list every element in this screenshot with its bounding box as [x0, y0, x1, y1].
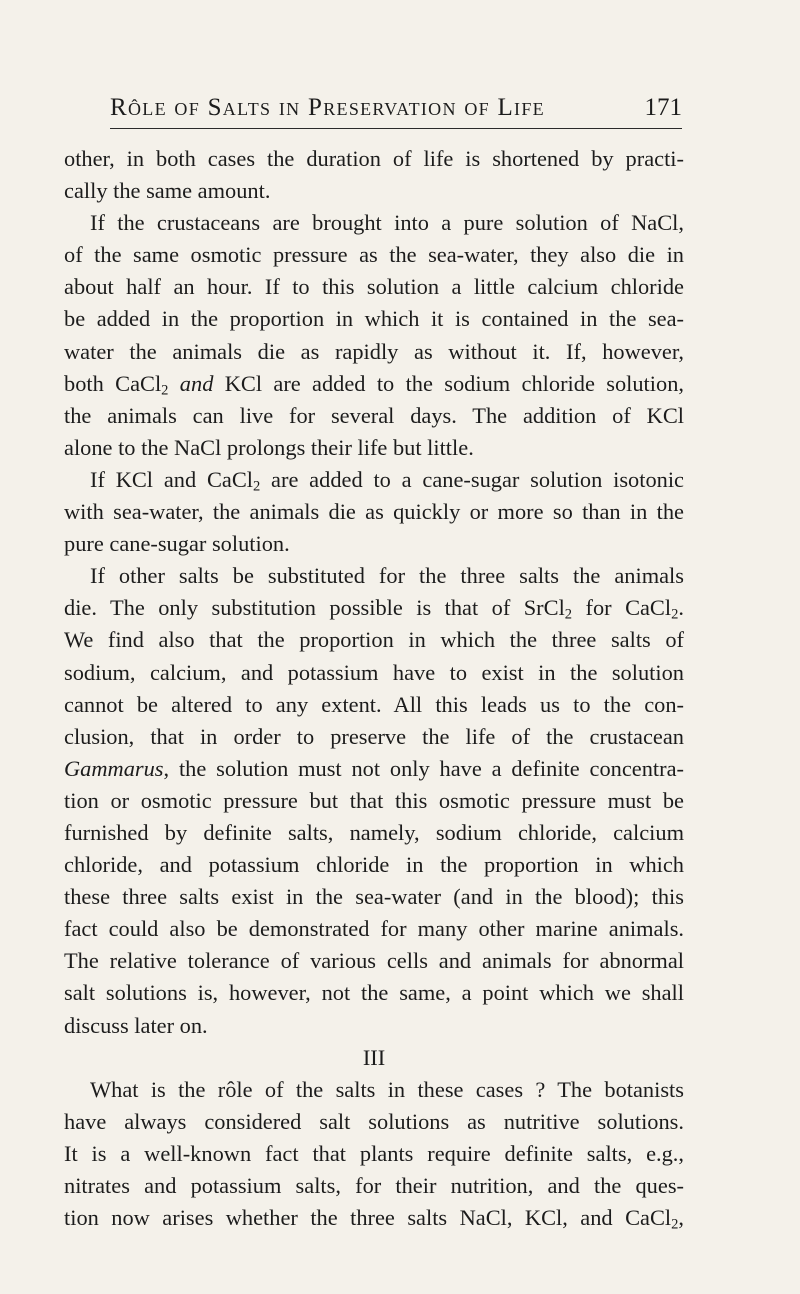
text-line: these three salts exist in the sea-water (and in the blood); this: [64, 884, 684, 910]
text-line: tion or osmotic pressure but that this osmotic pressure must be: [64, 787, 684, 813]
page-number: 171: [644, 94, 682, 121]
text-line: [64, 592, 684, 624]
text-run: .: [678, 595, 684, 621]
italic-text: and: [179, 370, 214, 396]
running-head: [110, 94, 682, 128]
subscript: 2: [252, 478, 261, 495]
text-line: [64, 368, 684, 400]
text-line: have always considered salt solutions as nutritive solutions.: [64, 1108, 684, 1134]
text-line: discuss later on.: [64, 1012, 208, 1038]
text-line: chloride, and potassium chloride in the proportion in which: [64, 852, 684, 878]
subscript: 2: [161, 382, 169, 399]
text-line: cally the same amount.: [64, 178, 271, 204]
text-line: about half an hour. If to this solution a little calcium chloride: [64, 274, 684, 300]
text-run: tion now arises whether the three salts NaCl, KCl, and CaCl: [64, 1205, 672, 1231]
text-line: cannot be altered to any extent. All this leads us to the con-: [64, 691, 684, 717]
text-run: KCl are added to the sodium chloride solution,: [213, 370, 684, 396]
text-line: The relative tolerance of various cells and animals for abnormal: [64, 948, 684, 974]
text-run: [168, 371, 179, 396]
running-title: Rôle of Salts in Preservation of Life: [110, 94, 545, 121]
header-rule: [110, 128, 682, 129]
body-text: [64, 143, 684, 1234]
text-line: furnished by definite salts, namely, sodium chloride, calcium: [64, 819, 684, 845]
paragraph-start-line: If the crustaceans are brought into a pure solution of NaCl,: [90, 210, 684, 236]
text-line: be added in the proportion in which it is contained in the sea-: [64, 306, 684, 332]
text-line: clusion, that in order to preserve the life of the crustacean: [64, 723, 684, 749]
text-run: both CaCl: [64, 370, 162, 396]
subscript: 2: [671, 1216, 679, 1233]
text-line: of the same osmotic pressure as the sea-water, they also die in: [64, 242, 684, 268]
text-line: [64, 1202, 684, 1234]
paragraph-start-line: If other salts be substituted for the three salts the animals: [90, 563, 684, 589]
text-line: alone to the NaCl prolongs their life but little.: [64, 434, 474, 460]
text-run: , the solution must not only have a definite concentra-: [163, 755, 684, 781]
text-line: pure cane-sugar solution.: [64, 531, 290, 557]
text-line: with sea-water, the animals die as quickly or more so than in the: [64, 499, 684, 525]
text-run: for CaCl: [572, 595, 672, 621]
text-line: [64, 753, 684, 785]
text-line: other, in both cases the duration of life is shortened by practi-: [64, 146, 684, 171]
text-line: It is a well-known fact that plants require definite salts, e.g.,: [64, 1140, 684, 1166]
italic-text: Gammarus: [64, 755, 164, 781]
text-line: water the animals die as rapidly as without it. If, however,: [64, 338, 684, 364]
text-run: ,: [678, 1205, 684, 1231]
text-run: If KCl and CaCl: [90, 466, 253, 492]
text-line: fact could also be demonstrated for many other marine animals.: [64, 916, 684, 942]
text-line: salt solutions is, however, not the same, a point which we shall: [64, 980, 684, 1006]
paragraph-start-line: [64, 464, 684, 496]
text-line: sodium, calcium, and potassium have to exist in the solution: [64, 659, 684, 685]
paragraph-start-line: What is the rôle of the salts in these cases ? The botanists: [90, 1076, 684, 1102]
subscript: 2: [564, 606, 573, 623]
subscript: 2: [671, 606, 679, 623]
text-run: are added to a cane-sugar solution isotonic: [260, 466, 684, 492]
text-line: We find also that the proportion in which the three salts of: [64, 627, 684, 653]
text-line: nitrates and potassium salts, for their nutrition, and the ques-: [64, 1173, 684, 1198]
text-line: the animals can live for several days. The addition of KCl: [64, 402, 684, 428]
section-number: III: [362, 1044, 386, 1070]
text-run: die. The only substitution possible is that of SrCl: [64, 595, 565, 621]
